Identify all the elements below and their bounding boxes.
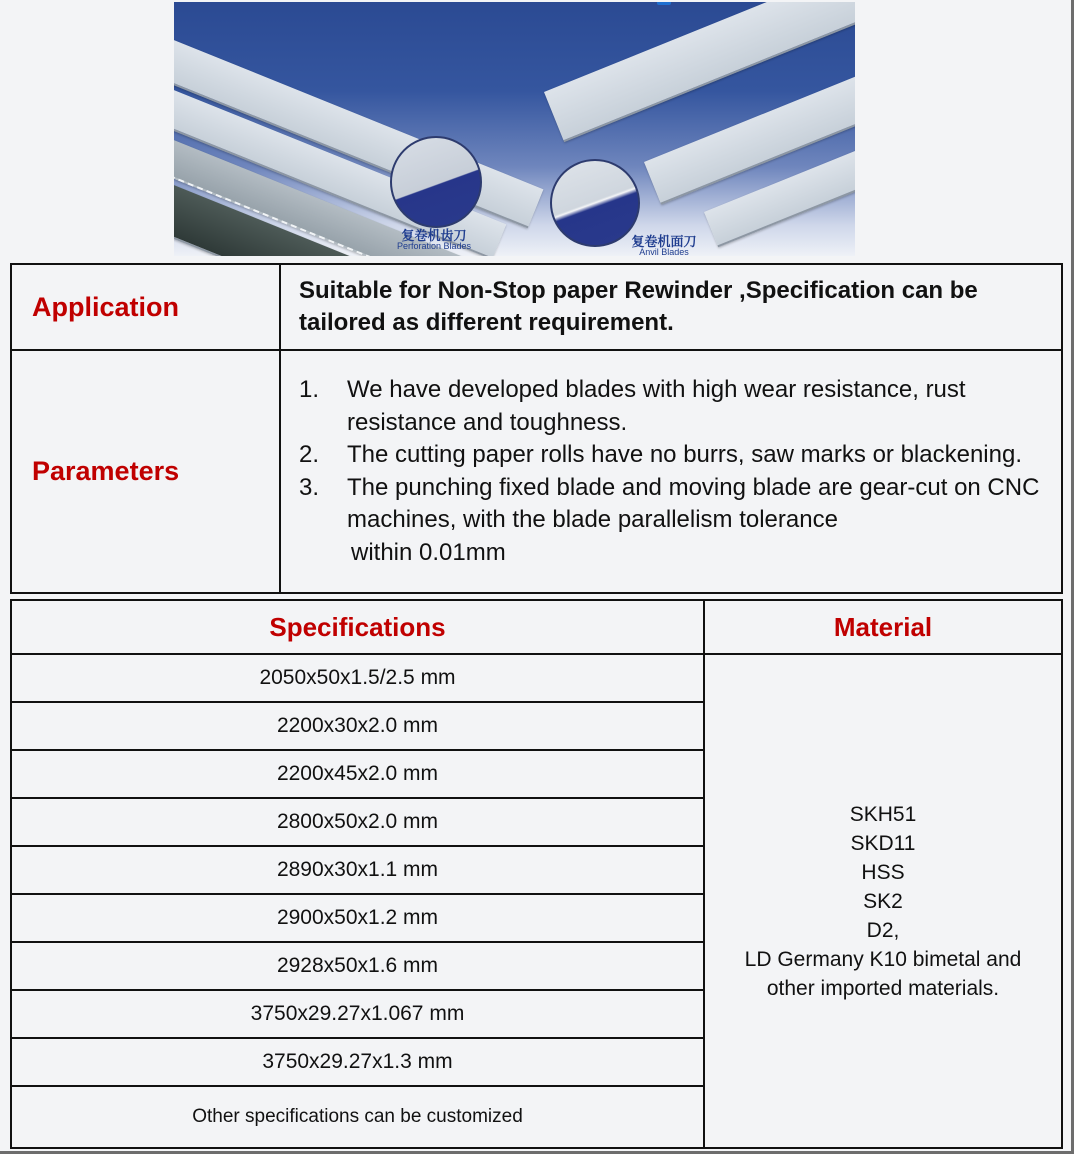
spec-value: 2928x50x1.6 mm	[11, 942, 704, 990]
spec-value: 3750x29.27x1.067 mm	[11, 990, 704, 1038]
spec-value: 2900x50x1.2 mm	[11, 894, 704, 942]
material-item: SK2	[863, 889, 903, 913]
anvil-caption	[619, 235, 709, 256]
spec-value: 2050x50x1.5/2.5 mm	[11, 654, 704, 702]
anvil-caption-cn: 复卷机面刀	[631, 234, 697, 249]
material-item: other imported materials.	[766, 976, 1000, 1000]
product-image	[174, 2, 855, 256]
material-item: SKH51	[849, 802, 917, 826]
application-text: Suitable for Non-Stop paper Rewinder ,Specification can be tailored as different requirement.	[280, 264, 1062, 350]
parameters-label: Parameters	[11, 350, 280, 593]
parameters-list	[299, 374, 1041, 537]
spec-header-row	[11, 600, 1062, 654]
parameter-item	[299, 472, 1041, 537]
spec-value: 3750x29.27x1.3 mm	[11, 1038, 704, 1086]
perforation-detail-circle	[390, 136, 482, 228]
parameter-item	[299, 439, 1041, 472]
material-item: HSS	[861, 860, 905, 884]
spec-value: 2890x30x1.1 mm	[11, 846, 704, 894]
spec-row	[11, 654, 1062, 702]
parameters-list-cell	[280, 350, 1062, 593]
parameter-number: 1.	[299, 376, 320, 403]
image-marker	[657, 2, 671, 5]
parameter-number: 2.	[299, 441, 320, 468]
specifications-header: Specifications	[11, 600, 704, 654]
info-table	[10, 263, 1063, 594]
parameter-text: We have developed blades with high wear resistance, rust resistance and toughness.	[347, 376, 966, 436]
parameter-number: 3.	[299, 473, 320, 501]
material-item: LD Germany K10 bimetal and	[744, 947, 1022, 971]
material-item: D2,	[866, 918, 900, 942]
anvil-detail-circle	[550, 159, 640, 247]
application-label: Application	[11, 264, 280, 350]
perforation-caption	[384, 229, 484, 251]
material-item: SKD11	[850, 831, 916, 855]
anvil-caption-en: Anvil Blades	[639, 247, 689, 256]
parameter-text: The cutting paper rolls have no burrs, saw marks or blackening.	[347, 441, 1022, 468]
perforation-caption-cn: 复卷机齿刀	[401, 228, 467, 243]
parameter-tail: within 0.01mm	[351, 538, 506, 566]
parameter-text: The punching fixed blade and moving blade are gear-cut on CNC machines, with the blade parallelism tolerance	[347, 473, 1040, 533]
material-header: Material	[704, 600, 1062, 654]
application-row	[11, 264, 1062, 350]
material-cell	[704, 654, 1062, 1148]
spec-value: 2200x30x2.0 mm	[11, 702, 704, 750]
spec-value: 2800x50x2.0 mm	[11, 798, 704, 846]
spec-table	[10, 599, 1063, 1149]
custom-spec-note: Other specifications can be customized	[11, 1086, 704, 1148]
spec-value: 2200x45x2.0 mm	[11, 750, 704, 798]
parameter-item	[299, 374, 1041, 439]
parameters-row	[11, 350, 1062, 593]
perforation-caption-en: Perforation Blades	[396, 241, 472, 251]
